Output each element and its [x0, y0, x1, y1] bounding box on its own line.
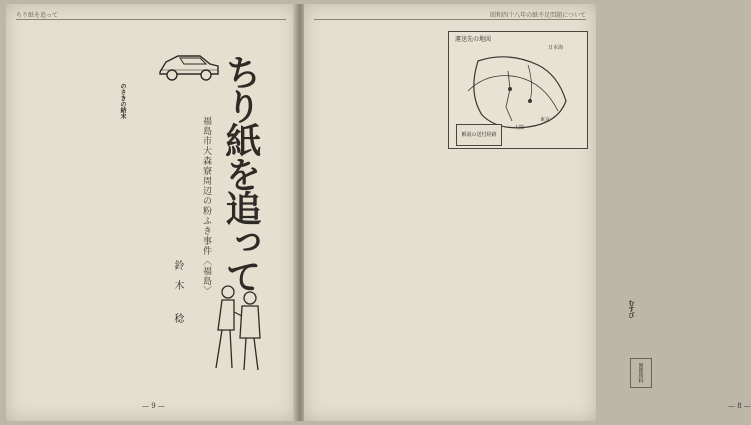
running-head-right: 昭和四十八年の紙不足問題について [490, 12, 586, 19]
section-heading: のさきの結末 [119, 83, 126, 119]
map-place-label: 大阪 [514, 125, 525, 131]
section-heading: むすび [627, 300, 634, 318]
note-box-label: 関係資料 [637, 363, 644, 383]
car-illustration [156, 46, 222, 86]
left-page [6, 4, 296, 421]
article-subtitle: 福島市大森寮周辺の粉ふき事件〈福島〉 [201, 116, 211, 296]
header-rule [314, 19, 586, 20]
map-place-label: 東京 [540, 117, 551, 123]
map-legend-label: 解説の送付経路 [461, 132, 497, 138]
map-caption: 運送先の地図 [455, 36, 492, 43]
page-number: — 8 — [728, 402, 751, 410]
page-number: — 9 — [142, 402, 165, 410]
article-title: ちり紙を追って [220, 54, 262, 292]
map-place-label: 日本海 [548, 45, 564, 51]
author-byline: 鈴木 稔 [172, 260, 183, 334]
running-head-left: ちり紙を追って [16, 12, 59, 19]
header-rule [16, 19, 286, 20]
walking-figures-illustration [204, 282, 274, 376]
map-legend-box [456, 124, 502, 146]
note-box [630, 358, 652, 388]
